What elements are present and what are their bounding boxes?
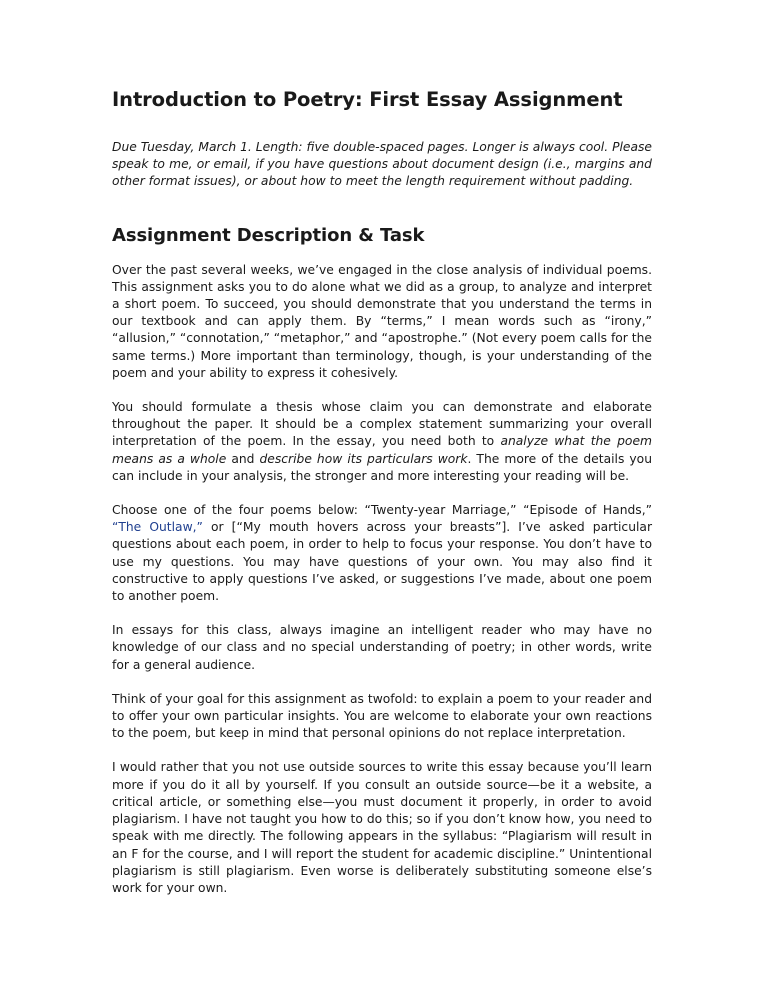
paragraph-thesis: [112, 399, 652, 485]
paragraph-thesis-part-c: . The more of the details you can include in your analysis, the stronger and more interesting your reading will be.: [112, 451, 652, 483]
paragraph-poem-choice-part-a: Choose one of the four poems below: “Twenty-year Marriage,” “Episode of Hands,”: [112, 503, 652, 518]
paragraph-thesis-part-b: and: [226, 451, 260, 466]
emphasis-describe: describe how its particulars work: [259, 451, 468, 466]
outlaw-link[interactable]: “The Outlaw,”: [112, 520, 203, 535]
paragraph-sources: I would rather that you not use outside sources to write this essay because you’ll learn more if you do it all by yourself. If you consult an outside source—be it a website, a critical article, or something else—you must document it properly, in order to avoid plagiarism. I have not taught you how to do this; so if you don’t know how, you need to speak with me directly. The following appears in the syllabus: “Plagiarism will result in an F for the course, and I will report the student for academic discipline.” Unintentional plagiarism is still plagiarism. Even worse is deliberately substituting someone else’s work for your own.: [112, 760, 652, 895]
paragraph-poem-choice: [112, 502, 652, 605]
paragraph-thesis-part-a: You should formulate a thesis whose claim you can demonstrate and elaborate throughout the paper. It should be a complex statement summarizing your overall interpretation of the poem. In the essay, you need both to: [112, 400, 652, 449]
document-page: [112, 88, 652, 914]
paragraph-audience: In essays for this class, always imagine an intelligent reader who may have no knowledge of our class and no special understanding of poetry; in other words, write for a general audience.: [112, 623, 652, 672]
emphasis-analyze: analyze what the poem means as a whole: [112, 434, 652, 466]
due-note: Due Tuesday, March 1. Length: five double-spaced pages. Longer is always cool. Please speak to me, or email, if you have questions about document design (i.e., margins and other format issues), or about how to meet the length requirement without padding.: [112, 140, 652, 189]
paragraph-goal: Think of your goal for this assignment as twofold: to explain a poem to your reader and to offer your own particular insights. You are welcome to elaborate your own reactions to the poem, but keep in mind that personal opinions do not replace interpretation.: [112, 691, 652, 741]
section-heading: Assignment Description & Task: [112, 224, 425, 246]
paragraph-poem-choice-part-b: or [“My mouth hovers across your breasts”]. I’ve asked particular questions about each poem, in order to help to focus your response. You don’t have to use my questions. You may have questions of your own. You may also find it constructive to apply questions I’ve asked, or suggestions I’ve made, about one poem to another poem.: [112, 520, 652, 604]
document-title: Introduction to Poetry: First Essay Assignment: [112, 88, 623, 111]
paragraph-overview: Over the past several weeks, we’ve engaged in the close analysis of individual poems. This assignment asks you to do alone what we did as a group, to analyze and interpret a short poem. To succeed, you should demonstrate that you understand the terms in our textbook and can apply them. By “terms,” I mean words such as “irony,” “allusion,” “connotation,” “metaphor,” and “apostrophe.” (Not every poem calls for the same terms.) More important than terminology, though, is your understanding of the poem and your ability to express it cohesively.: [112, 262, 652, 380]
